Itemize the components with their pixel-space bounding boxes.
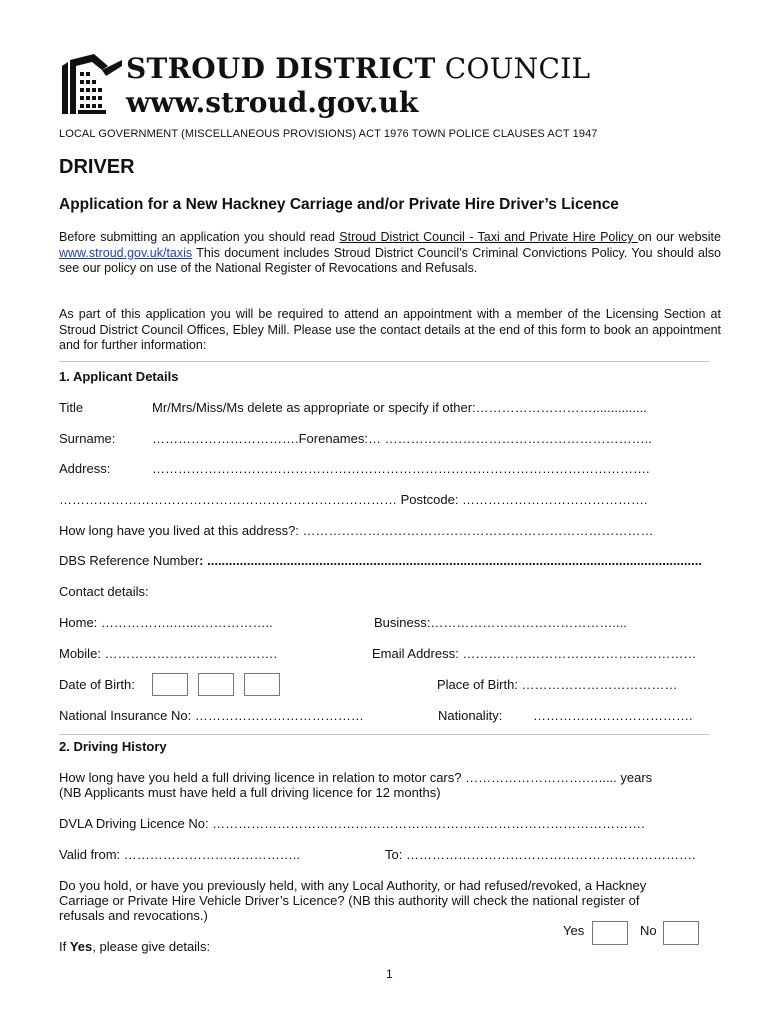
business-phone-field[interactable]: Business:……………………………………....	[374, 615, 627, 630]
time-at-address-field[interactable]: How long have you lived at this address?: ………………………………………………………………………	[59, 523, 654, 538]
form-subtitle: Application for a New Hackney Carriage and/or Private Hire Driver’s Licence	[59, 196, 619, 213]
dob-year-box[interactable]	[244, 673, 280, 696]
dob-label: Date of Birth:	[59, 677, 135, 692]
stroud-building-logo-icon	[58, 52, 124, 116]
title-label: Title	[59, 400, 84, 415]
no-checkbox[interactable]	[663, 921, 699, 945]
home-phone-field[interactable]: Home: ……………..…....……………..	[59, 615, 273, 630]
dbs-reference-field[interactable]: DBS Reference Number: .........................................................................................................................................	[59, 553, 702, 568]
surname-forenames-field[interactable]: …………………………….Forenames:… ……………………………………………………..	[152, 431, 652, 446]
email-field[interactable]: Email Address: ………………………………………………	[372, 646, 697, 661]
if-yes-details-label: If Yes, please give details:	[59, 939, 211, 954]
mobile-field[interactable]: Mobile: ………………………………….	[59, 646, 278, 661]
previous-licence-question: refusals and revocations.)	[59, 908, 208, 923]
previous-licence-question: Carriage or Private Hire Vehicle Driver’s Licence? (NB this authority will check the national register of	[59, 893, 640, 908]
yes-label: Yes	[563, 923, 585, 938]
intro-paragraph-2: As part of this application you will be required to attend an appointment with a member of the Licensing Section at Stroud District Council Offices, Ebley Mill. Please use the contact details at the end of this form to book an appointment and for further information:	[59, 307, 721, 352]
taxis-website-link[interactable]: www.stroud.gov.uk/taxis	[59, 245, 193, 260]
surname-label: Surname:	[59, 431, 116, 446]
previous-licence-question: Do you hold, or have you previously held, with any Local Authority, or had refused/revoked, a Hackney	[59, 878, 647, 893]
section-1-heading: 1. Applicant Details	[59, 369, 179, 384]
policy-link[interactable]: Stroud District Council - Taxi and Private Hire Policy	[339, 230, 638, 244]
council-name: STROUD DISTRICT COUNCIL	[126, 52, 591, 85]
national-insurance-field[interactable]: National Insurance No: …………………………………	[59, 708, 364, 723]
dob-month-box[interactable]	[198, 673, 234, 696]
valid-to-field[interactable]: To: ………………………………………………………….	[385, 847, 696, 862]
place-of-birth-field[interactable]: Place of Birth: ………………………………	[437, 677, 678, 692]
yes-checkbox[interactable]	[592, 921, 628, 945]
intro-paragraph-1: Before submitting an application you should read Stroud District Council - Taxi and Private Hire Policy on our website www.stroud.gov.uk/taxis This document includes Stroud District Council’s Criminal Convictions Policy. You should also see our policy on use of the National Register of Revocations and Refusals.	[59, 230, 721, 275]
nationality-field[interactable]: ……………………………….	[533, 708, 693, 723]
page-title: DRIVER	[59, 156, 135, 178]
title-field[interactable]: Mr/Mrs/Miss/Ms delete as appropriate or specify if other:………………………...............	[152, 400, 647, 415]
section-divider	[59, 361, 710, 362]
contact-details-label: Contact details:	[59, 584, 149, 599]
nationality-label: Nationality:	[438, 708, 503, 723]
section-divider	[59, 734, 710, 735]
legislation-acts: LOCAL GOVERNMENT (MISCELLANEOUS PROVISIONS) ACT 1976 TOWN POLICE CLAUSES ACT 1947	[59, 128, 598, 140]
address-postcode-field[interactable]: …………………………………………………………………… Postcode: …………………………………….	[59, 492, 648, 507]
page-number: 1	[386, 967, 393, 981]
licence-duration-note: (NB Applicants must have held a full driving licence for 12 months)	[59, 785, 441, 800]
licence-duration-field[interactable]: How long have you held a full driving licence in relation to motor cars? ……………………….…..... years	[59, 770, 653, 785]
address-field[interactable]: …………………………………………………………………………………………………….	[152, 461, 650, 476]
valid-from-field[interactable]: Valid from: …………………………………..	[59, 847, 301, 862]
address-label: Address:	[59, 461, 111, 476]
dob-day-box[interactable]	[152, 673, 188, 696]
section-2-heading: 2. Driving History	[59, 739, 167, 754]
no-label: No	[640, 923, 657, 938]
council-website[interactable]: www.stroud.gov.uk	[126, 86, 419, 119]
dvla-licence-field[interactable]: DVLA Driving Licence No: ……………………………………………………………………………………….	[59, 816, 645, 831]
